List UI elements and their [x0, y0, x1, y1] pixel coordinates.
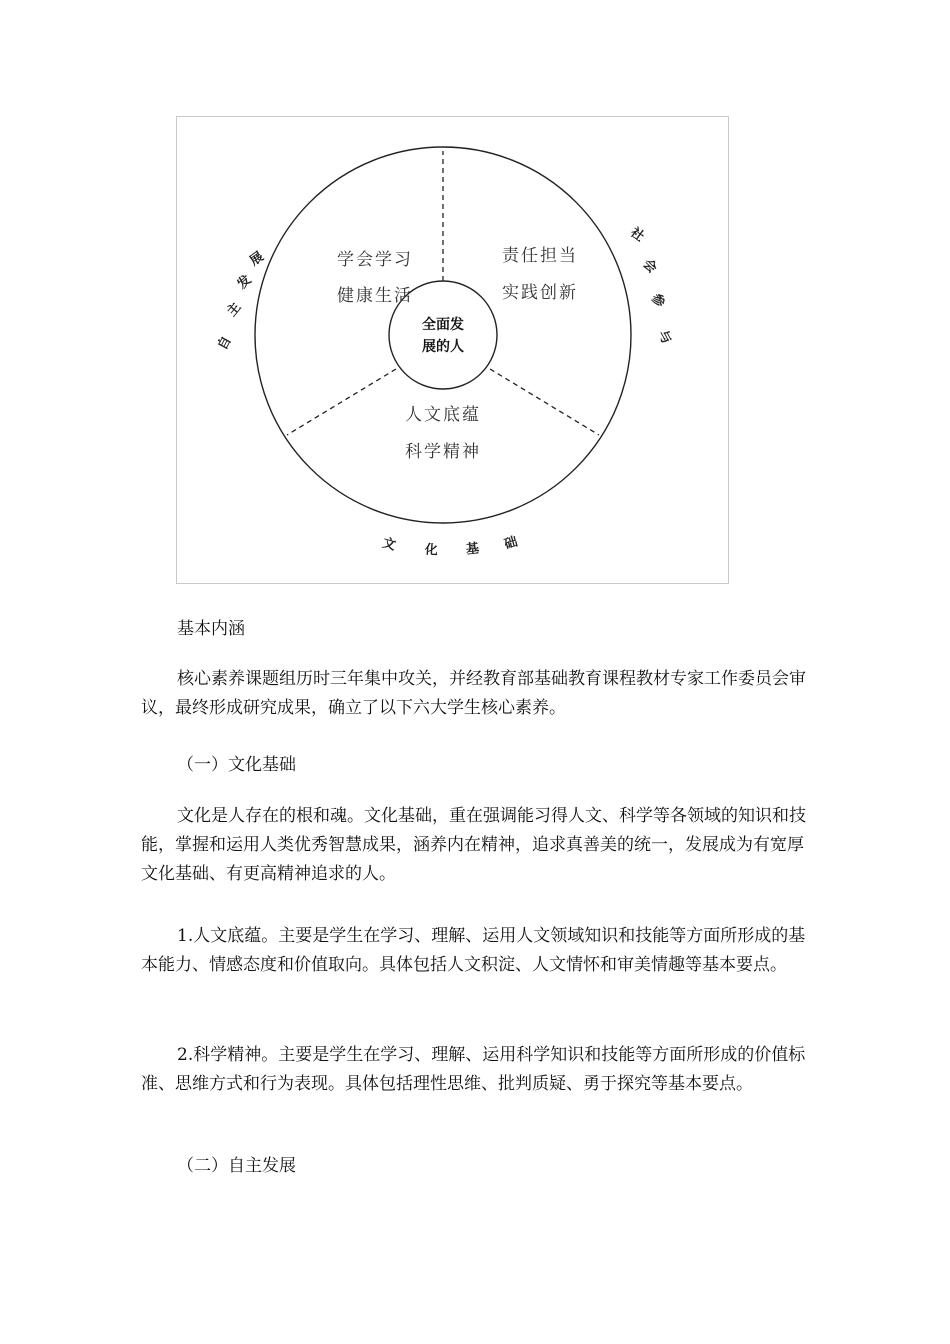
outer-bottom-char4: 础 [502, 534, 520, 553]
outer-left-char4: 展 [247, 249, 267, 270]
sector-top-left-line2: 健康生活 [337, 286, 413, 306]
center-line1: 全面发 [422, 317, 464, 333]
outer-bottom-char2: 化 [424, 542, 439, 559]
outer-left-char3: 发 [234, 272, 255, 293]
core-literacy-diagram [176, 116, 729, 584]
outer-right-char3: 参 [647, 291, 668, 311]
outer-right-char2: 会 [639, 256, 660, 277]
part1-title: （一）文化基础 [177, 755, 296, 775]
sector-top-right-line2: 实践创新 [502, 283, 578, 303]
item1-paragraph: 1.人文底蕴。主要是学生在学习、理解、运用人文领域知识和技能等方面所形成的基本能力、情感态度和价值取向。具体包括人文积淀、人文情怀和审美情趣等基本要点。 [141, 926, 806, 975]
outer-bottom-char1: 文 [380, 535, 398, 554]
center-line2: 展的人 [422, 339, 464, 355]
outer-left-char2: 主 [224, 299, 245, 320]
section-title: 基本内涵 [177, 619, 245, 639]
sector-bottom-line1: 人文底蕴 [405, 405, 481, 425]
part1-body: 文化是人存在的根和魂。文化基础，重在强调能习得人文、科学等各领域的知识和技能，掌握和运用人类优秀智慧成果，涵养内在精神，追求真善美的统一，发展成为有宽厚文化基础、有更高精神追求的人。 [141, 806, 806, 884]
part2-title: （二）自主发展 [177, 1156, 296, 1176]
diagram-svg [177, 117, 730, 585]
sector-bottom-line2: 科学精神 [405, 442, 481, 462]
sector-top-left-line1: 学会学习 [337, 250, 413, 270]
intro-paragraph: 核心素养课题组历时三年集中攻关，并经教育部基础教育课程教材专家工作委员会审议，最终形成研究成果，确立了以下六大学生核心素养。 [141, 669, 806, 718]
divider-left [287, 369, 396, 435]
outer-right-char4: 与 [654, 328, 674, 347]
outer-right-char1: 社 [627, 225, 647, 246]
outer-left-char1: 自 [215, 334, 235, 353]
sector-top-right-line1: 责任担当 [502, 246, 578, 266]
divider-right [490, 369, 599, 435]
outer-bottom-char3: 基 [465, 541, 480, 558]
item2-paragraph: 2.科学精神。主要是学生在学习、理解、运用科学知识和技能等方面所形成的价值标准、思维方式和行为表现。具体包括理性思维、批判质疑、勇于探究等基本要点。 [141, 1045, 806, 1094]
